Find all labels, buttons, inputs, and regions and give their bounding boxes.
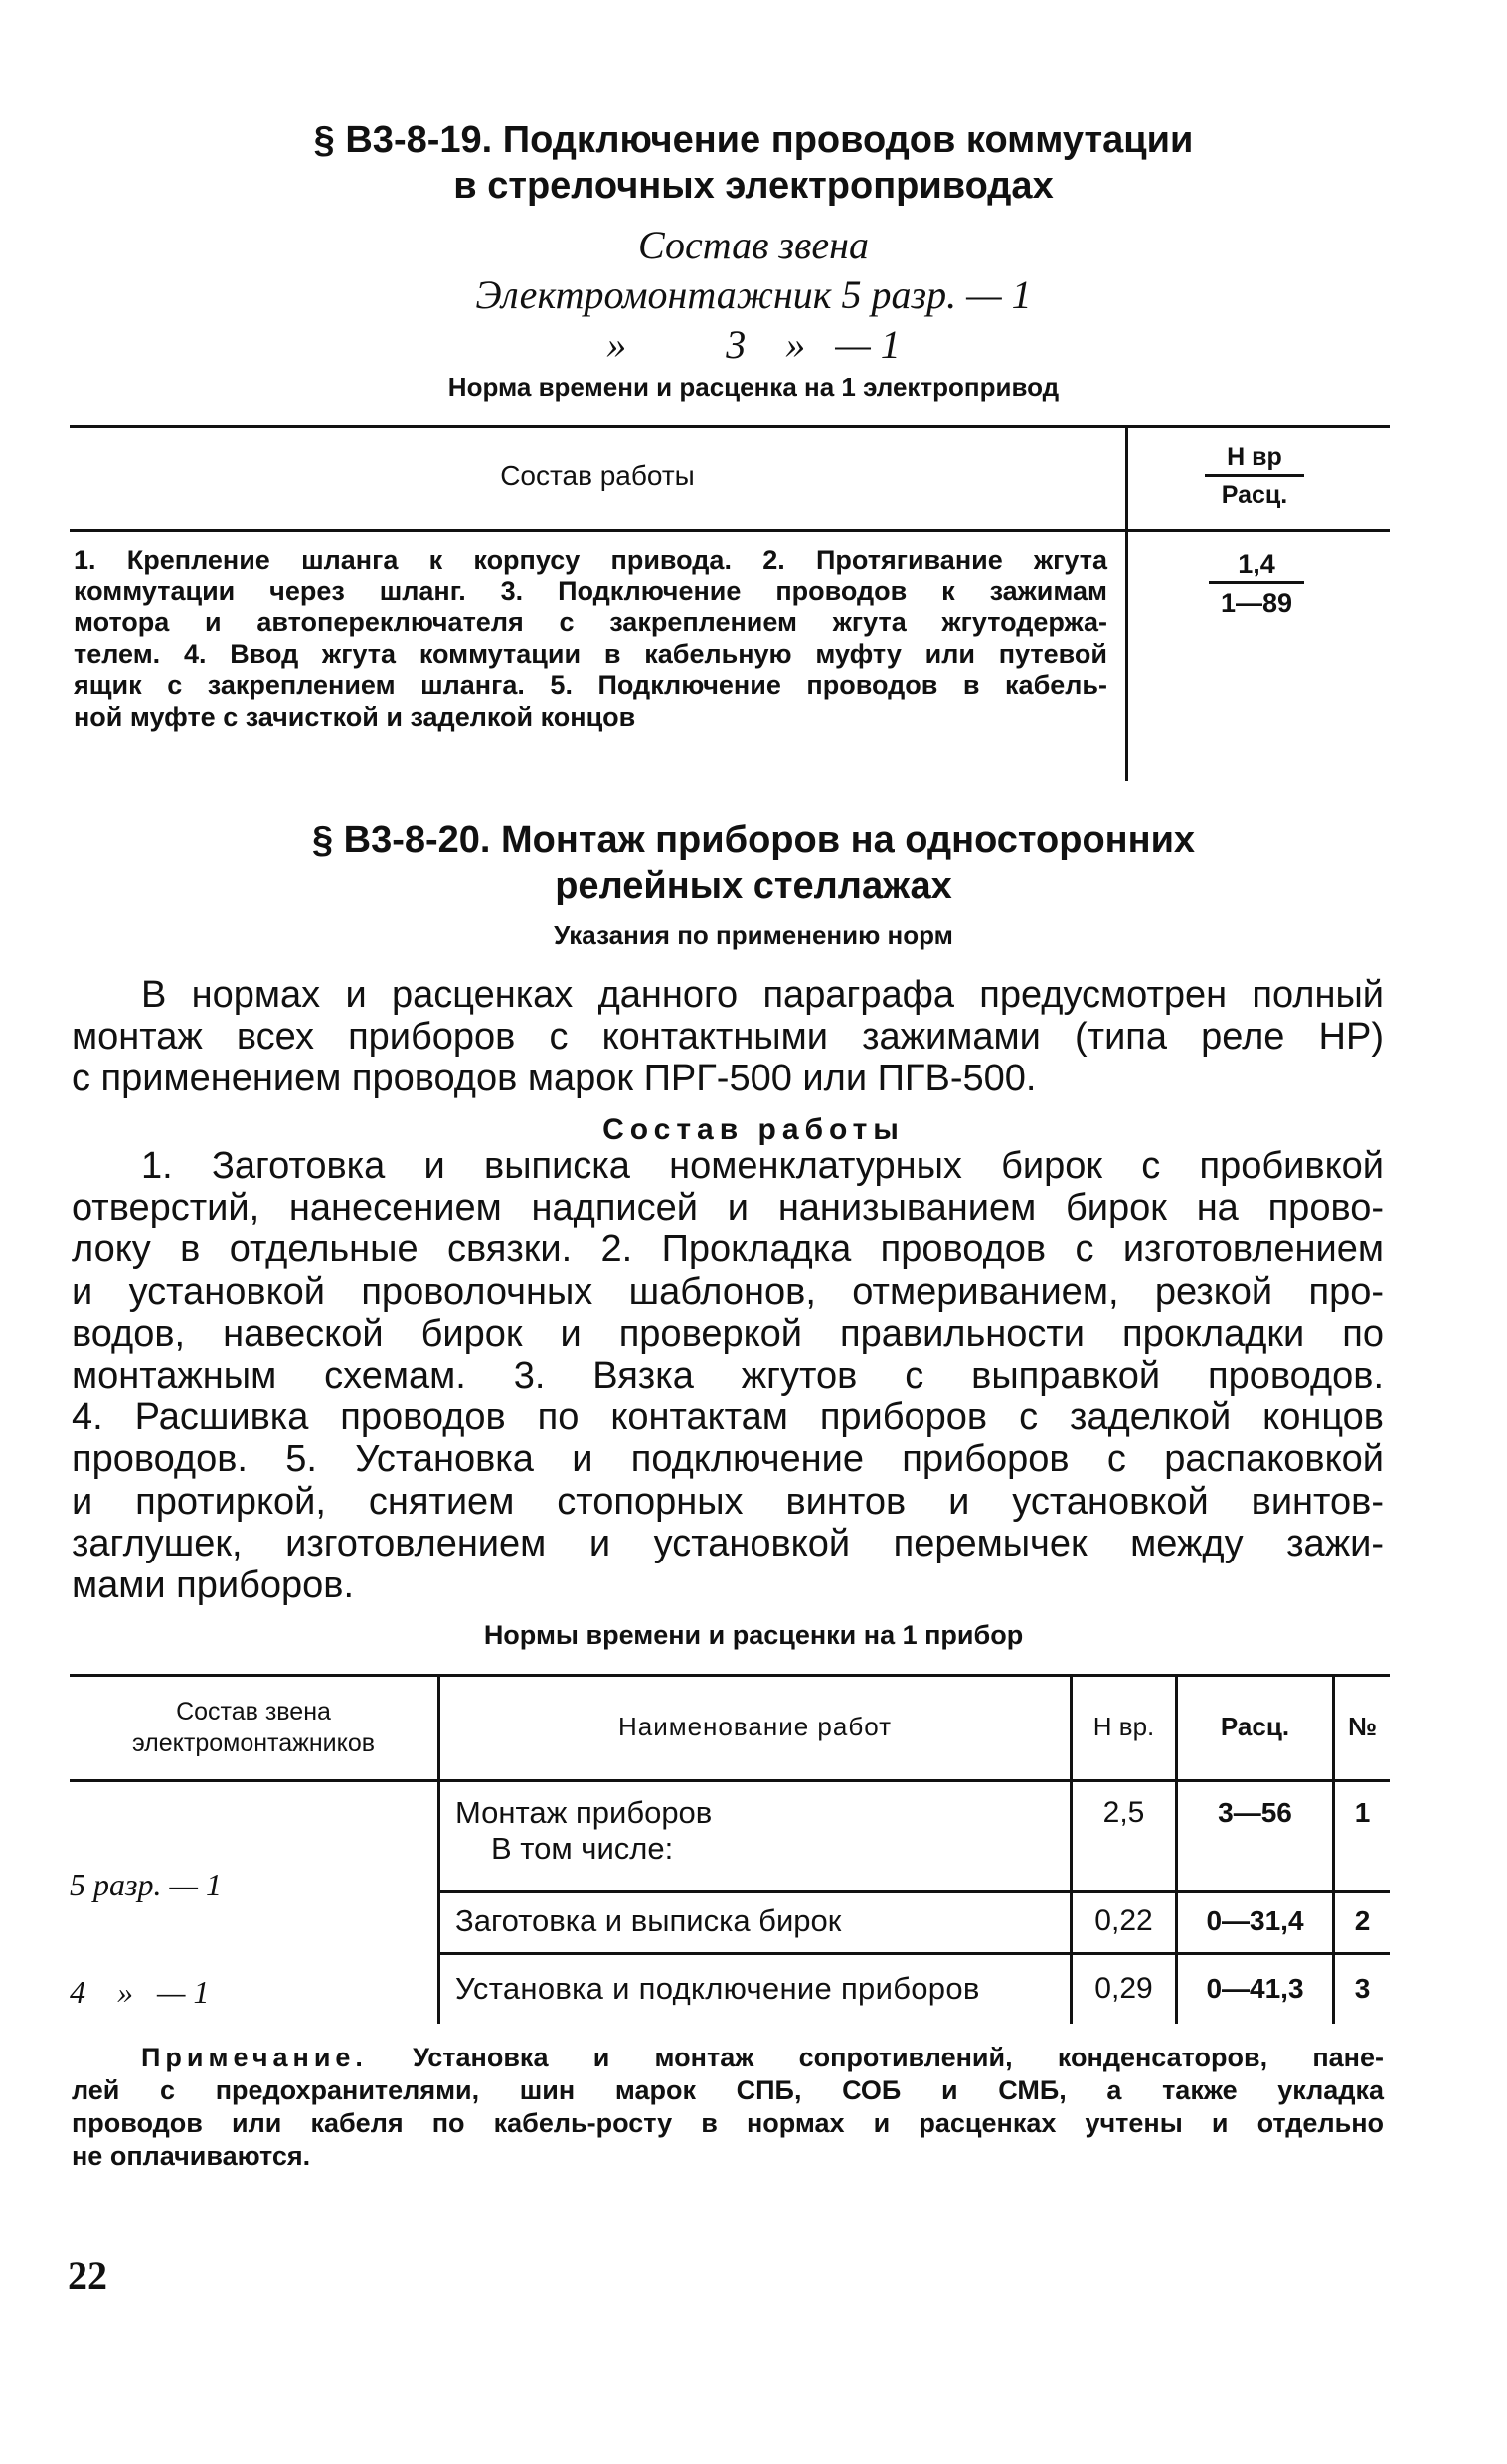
- section-heading-b3-8-19-line2: в стрелочных электроприводах: [453, 165, 1054, 207]
- table2-row-2-work: Заготовка и выписка бирок: [455, 1903, 842, 1938]
- table2-row-2-rate: 0—31,4: [1206, 1905, 1304, 1936]
- table2-crew-line-1: 5 разр. — 1: [70, 1867, 222, 1902]
- table2-header-crew-line2: электромонтажников: [131, 1729, 376, 1757]
- table2-header-crew: Состав звена: [176, 1698, 331, 1725]
- table2-header-work: Наименование работ: [617, 1712, 893, 1741]
- table2-row-1-norm: 2,5: [1102, 1796, 1145, 1829]
- section-heading-b3-8-20: § В3-8-20. Монтаж приборов на односторонних: [311, 819, 1196, 861]
- table2-header-norm: Н вр.: [1092, 1712, 1155, 1741]
- table2-row-1-work-sub: В том числе:: [491, 1831, 674, 1866]
- section-heading-b3-8-20-line2: релейных стеллажах: [555, 865, 952, 906]
- table1-rate-value: 1—89: [1220, 588, 1293, 618]
- table1-header-fraction: [1205, 443, 1304, 510]
- table2-row-3-num: 3: [1354, 1973, 1371, 2004]
- table2-row-2-num: 2: [1354, 1905, 1371, 1936]
- guidance-caption: Указания по применению норм: [554, 920, 953, 950]
- norm-caption: Норма времени и расценка на 1 электропривод: [447, 372, 1060, 402]
- note: Примечание. Установка и монтаж сопротивлений, конденсаторов, пане- лей с предохранителями, шин марок СПБ, СОБ и СМБ, а также укладка проводов или кабеля по кабель-росту в нормах и расценках учтены и отдельно не оплачиваются.: [72, 2043, 1384, 2171]
- table2-row-2-norm: 0,22: [1094, 1904, 1153, 1937]
- table2-crew-line-2: 4 » — 1: [70, 1974, 210, 2010]
- table2-row-1-num: 1: [1354, 1797, 1371, 1828]
- table2-header-rate: Расц.: [1220, 1712, 1290, 1741]
- norms-caption: Нормы времени и расценки на 1 прибор: [483, 1620, 1024, 1650]
- table2-row-3-rate: 0—41,3: [1206, 1973, 1304, 2004]
- table1-work-description: 1. Крепление шланга к корпусу привода. 2. Протягивание жгута коммутации через шланг. 3. Подключение проводов к зажимам мотора и автопереключателя с закреплением жгута жгутодержа- телем. 4. Ввод жгута коммутации в кабельную муфту или путевой ящик с закреплением шланга. 5. Подключение проводов в кабель- ной муфте с зачисткой и заделкой концов: [74, 545, 1107, 732]
- table2-row-1-rate: 3—56: [1218, 1797, 1292, 1828]
- work-composition-text: 1. Заготовка и выписка номенклатурных бирок с пробивкой отверстий, нанесением надписей и нанизыванием бирок на прово- локу в отдельные связки. 2. Прокладка проводов с изготовлением и установкой проволочных шаблонов, отмериванием, резкой про- водов, навеской бирок и проверкой правильности прокладки по монтажным схемам. 3. Вязка жгутов с выправкой проводов. 4. Расшивка проводов по контактам приборов с заделкой концов проводов. 5. Установка и подключение приборов с распаковкой и протиркой, снятием стопорных винтов и установкой винтов- заглушек, изготовлением и установкой перемычек между зажи- мами приборов.: [72, 1145, 1384, 1607]
- note-label: Примечание.: [141, 2043, 368, 2072]
- crew-title: Состав звена: [637, 223, 869, 267]
- table2-row-3-norm: 0,29: [1094, 1972, 1153, 2005]
- table1-header-norm: Н вр: [1205, 443, 1304, 477]
- table2-row-1-work: Монтаж приборов: [455, 1795, 713, 1830]
- crew-line-1: Электромонтажник 5 разр. — 1: [475, 272, 1032, 317]
- table1-header-work: Состав работы: [500, 460, 695, 491]
- table1-norm-value: 1,4: [1209, 549, 1304, 584]
- section-heading-b3-8-19: § В3-8-19. Подключение проводов коммутации: [313, 119, 1194, 161]
- table1-value-fraction: [1209, 549, 1304, 619]
- guidance-text: В нормах и расценках данного параграфа предусмотрен полный монтаж всех приборов с контактными зажимами (типа реле НР) с применением проводов марок ПРГ-500 или ПГВ-500.: [72, 974, 1384, 1099]
- table2-row-3-work: Установка и подключение приборов: [455, 1971, 980, 2006]
- page-number: 22: [68, 2253, 107, 2298]
- table2-header-num: №: [1348, 1712, 1377, 1741]
- crew-line-2: » 3 » — 1: [606, 322, 901, 367]
- work-caption: Состав работы: [602, 1113, 905, 1146]
- table1-header-rate: Расц.: [1221, 481, 1288, 509]
